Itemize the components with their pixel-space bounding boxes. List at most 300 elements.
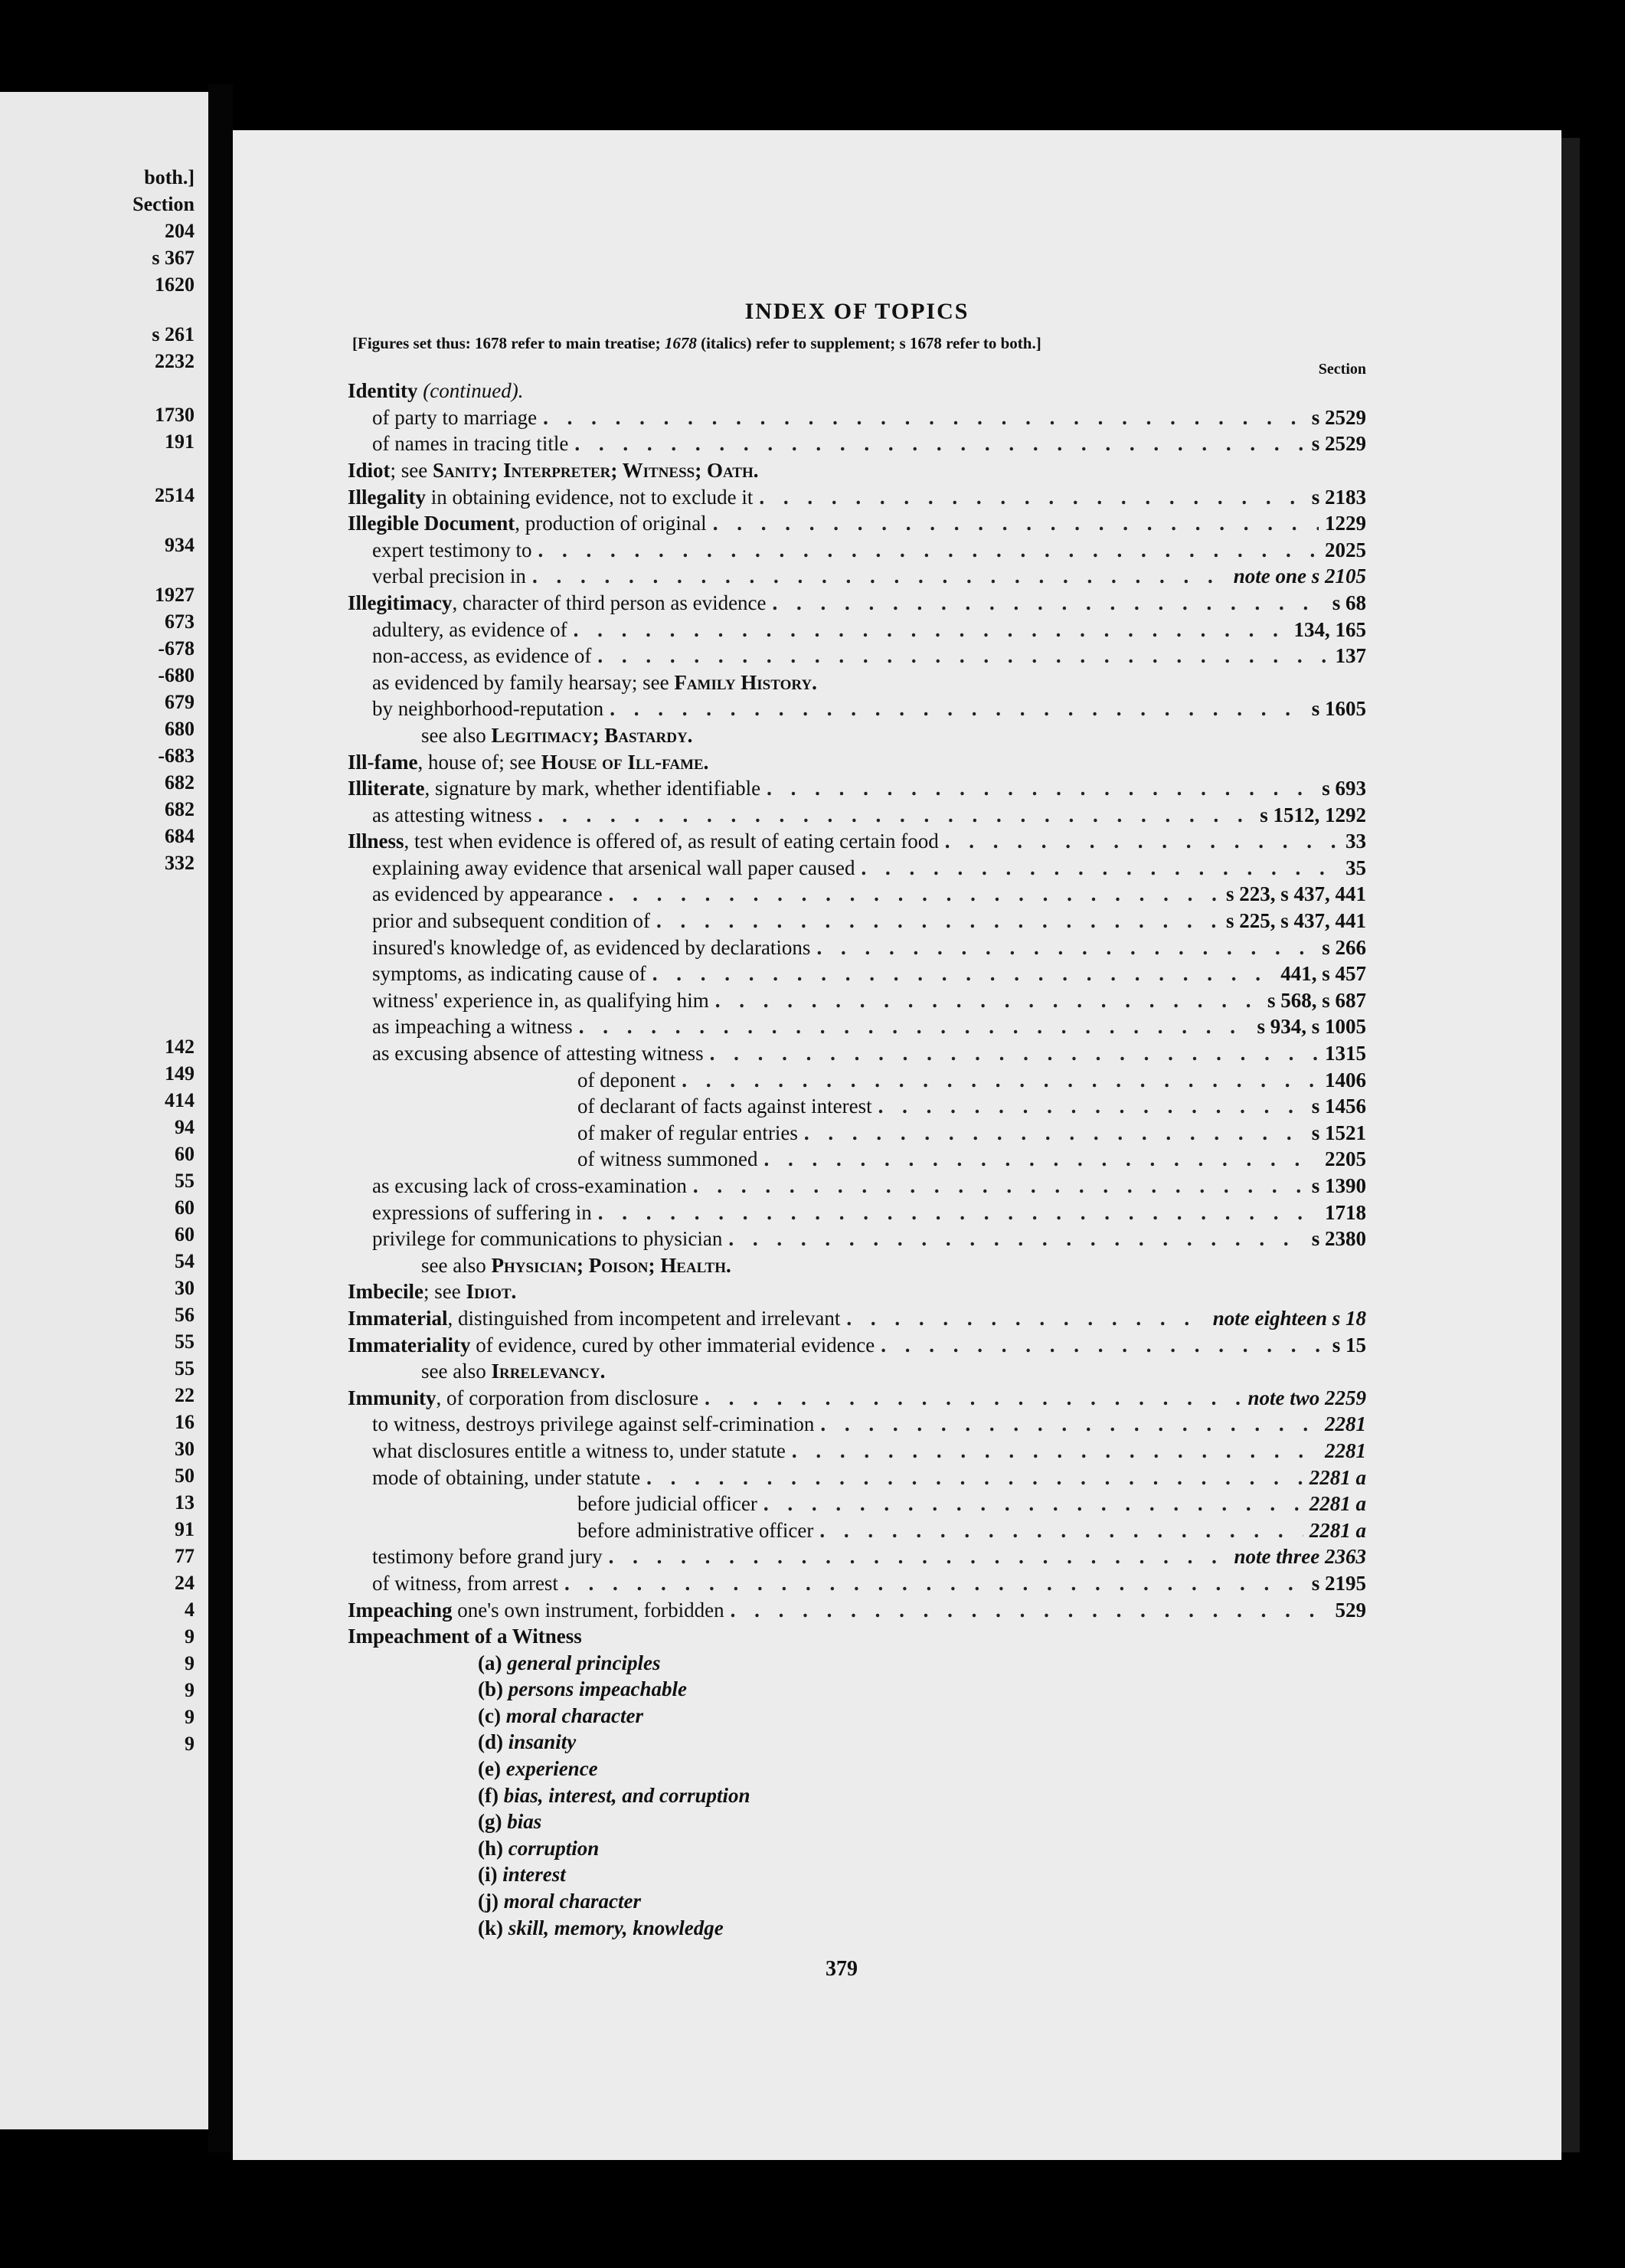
left-page-text-fragment: 2514 [155,484,195,506]
index-entry [348,590,1366,617]
index-entry [348,1093,1366,1120]
left-page-text-fragment: 9 [185,1679,195,1701]
entry-description: to witness, destroys privilege against self-crimination [372,1412,815,1436]
subtopic-item [348,1756,1366,1782]
subtopic-letter: (h) [478,1836,503,1860]
entry-text [421,1252,731,1279]
entry-text [348,510,707,537]
entry-text [421,1358,605,1385]
index-entry [348,828,1366,855]
subtopic-label: skill, memory, knowledge [508,1916,724,1939]
entry-text [372,1465,640,1491]
index-entry [348,643,1366,669]
entry-text [372,1570,558,1597]
entry-text [372,1543,603,1570]
left-page-text-fragment: 24 [175,1572,195,1594]
entry-text [348,457,758,484]
section-reference: s 1456 [1311,1095,1366,1118]
subtopic-label: general principles [507,1651,661,1674]
subtopic-label: persons impeachable [508,1677,687,1701]
subtopic-letter: (b) [478,1677,503,1701]
entry-description: of witness summoned [577,1147,758,1171]
entry-text [577,1491,757,1517]
dot-leader [715,987,1261,1014]
subtopic-item [348,1835,1366,1862]
page-edge [1561,138,1580,2152]
entry-description: , signature by mark, whether identifiable [424,777,761,800]
dot-leader [564,1570,1306,1597]
legend-part: [Figures set thus: 1678 refer to main treatise; [352,333,665,352]
entry-description: , test when evidence is offered of, as result of eating certain food [404,830,939,853]
cross-reference: Family History. [674,670,817,694]
entry-text [372,669,817,696]
subtopic-label: interest [502,1863,566,1887]
section-column-heading: Section [1318,361,1366,378]
subtopic-letter: (d) [478,1730,503,1754]
dot-leader [728,1226,1305,1252]
index-entry [348,695,1366,722]
left-page-text-fragment: 60 [175,1143,195,1165]
cross-reference: Legitimacy; Bastardy. [491,723,693,747]
section-reference: 1406 [1325,1068,1366,1091]
legend-note [352,330,1366,357]
left-page-text-fragment: 55 [175,1330,195,1353]
entry-text [372,855,855,882]
entry-description: (continued). [417,379,524,403]
entry-heading: Illegible Document [348,512,515,535]
index-entry [348,749,1366,776]
dot-leader [710,1040,1319,1067]
dot-leader [538,537,1319,564]
index-entry [348,881,1366,908]
entry-description: privilege for communications to physician [372,1227,723,1251]
dot-leader [646,1465,1303,1491]
entry-description: of evidence, cured by other immaterial evidence [470,1333,875,1357]
entry-text [577,1517,813,1544]
left-page-text-fragment: 934 [165,534,195,556]
dot-leader [861,855,1339,882]
entry-text [372,617,567,643]
dot-leader [767,775,1316,802]
cross-reference: Physician; Poison; Health. [491,1253,731,1277]
index-entry [348,537,1366,564]
left-page-text-fragment: 94 [175,1116,195,1138]
left-page-text-fragment: 142 [165,1036,195,1058]
entry-description: as attesting witness [372,803,532,826]
section-reference: s 934, s 1005 [1257,1015,1366,1039]
section-reference: 2281 [1325,1412,1366,1436]
page-number: 379 [826,1957,858,1982]
left-page-text-fragment: 91 [175,1518,195,1540]
entry-heading: Illegitimacy [348,591,453,614]
entry-text [372,643,591,669]
dot-leader [656,908,1220,934]
subtopic-letter: (i) [478,1863,498,1887]
index-content [348,299,1366,1983]
left-page-text-fragment: 13 [175,1491,195,1514]
entry-description: non-access, as evidence of [372,644,592,668]
section-reference: s 266 [1322,935,1366,959]
index-entry [348,934,1366,961]
index-entry [348,1570,1366,1597]
entry-description: of deponent [577,1068,676,1091]
entry-text [372,1040,704,1067]
index-entry [348,510,1366,537]
dot-leader [574,430,1305,457]
entry-description: of party to marriage [372,405,538,429]
section-reference: s 2529 [1311,405,1366,429]
index-entry [348,1226,1366,1252]
entry-heading: Illegality [348,485,426,509]
subtopic-letter: (e) [478,1757,501,1781]
dot-leader [792,1438,1319,1465]
index-entry [348,1146,1366,1173]
subtopic-label: bias [507,1810,542,1834]
section-reference: s 1521 [1311,1121,1366,1144]
index-entry [348,1278,1366,1305]
entry-description: one's own instrument, forbidden [452,1598,724,1622]
subtopic-label: moral character [505,1703,643,1727]
left-page-text-fragment: 684 [165,825,195,847]
dot-leader [610,695,1306,722]
subtopic-letter: (f) [478,1783,499,1807]
left-page-text-fragment: 682 [165,771,195,794]
dot-leader [773,590,1326,617]
index-entry [348,775,1366,802]
entry-text [372,563,526,590]
entry-description: as evidenced by family hearsay; see [372,670,675,694]
index-entry [348,1332,1366,1359]
left-page-text-fragment: 60 [175,1196,195,1219]
left-page-text-fragment: 54 [175,1250,195,1272]
section-reference: 35 [1345,856,1366,879]
index-entry [348,457,1366,484]
entry-text [348,590,767,617]
entry-description: in obtaining evidence, not to exclude it [426,485,754,509]
subtopic-label: corruption [508,1836,600,1860]
dot-leader [693,1173,1306,1199]
entry-description: adultery, as evidence of [372,617,567,641]
left-page-text-fragment: 16 [175,1411,195,1433]
dot-leader [945,828,1339,855]
section-reference: s 2529 [1311,432,1366,456]
section-reference: 137 [1335,644,1366,668]
entry-text [348,1597,724,1624]
entry-text [577,1067,675,1094]
entry-text [372,1199,592,1226]
index-entry [348,1173,1366,1199]
dot-leader [713,510,1319,537]
section-reference: 2025 [1325,538,1366,561]
entry-text [372,537,531,564]
index-entry [348,669,1366,696]
entry-description: prior and subsequent condition of [372,909,650,933]
section-reference: s 693 [1322,777,1366,800]
book-gutter [208,84,233,2152]
cross-reference: Sanity; Interpreter; Witness; Oath. [433,458,759,482]
entry-description: of declarant of facts against interest [577,1095,872,1118]
index-entry [348,1623,1366,1650]
left-page-text-fragment: 414 [165,1089,195,1111]
left-page-text-fragment: 673 [165,610,195,633]
subtopic-label: insanity [508,1730,577,1754]
subtopic-item [348,1888,1366,1915]
entry-description: of names in tracing title [372,432,569,456]
entry-description: as evidenced by appearance [372,882,603,906]
index-entry [348,1411,1366,1438]
subtopic-letter: (a) [478,1651,502,1674]
entry-heading: Impeaching [348,1598,453,1622]
entry-description: explaining away evidence that arsenical wall paper caused [372,856,855,879]
dot-leader [538,802,1254,829]
entry-description: as excusing absence of attesting witness [372,1042,704,1065]
entry-text [348,749,708,776]
dot-leader [705,1385,1241,1412]
left-page-text-fragment: 1620 [155,273,195,296]
section-reference: s 223, s 437, 441 [1225,882,1366,906]
dot-leader [609,1543,1228,1570]
index-entry [348,961,1366,987]
section-reference: s 68 [1332,591,1366,614]
entry-text [348,378,523,404]
left-page-text-fragment: 1730 [155,404,195,426]
subtopic-letter: (k) [478,1916,503,1939]
section-reference: note one s 2105 [1233,565,1366,588]
index-entry [348,404,1366,431]
entry-description: testimony before grand jury [372,1545,603,1569]
entry-text [372,1411,814,1438]
section-reference: 1229 [1325,512,1366,535]
entry-description: , distinguished from incompetent and irrelevant [447,1306,841,1330]
subtopic-label: experience [505,1757,598,1781]
section-reference: 2205 [1325,1147,1366,1171]
section-reference: s 2195 [1311,1571,1366,1595]
entry-description: expert testimony to [372,538,532,561]
left-page-text-fragment: 77 [175,1545,195,1567]
left-page-text-fragment: 4 [185,1599,195,1621]
entry-heading: Illness [348,830,404,853]
entry-text [348,1623,582,1650]
left-page-text-fragment: 50 [175,1465,195,1487]
index-entry [348,1438,1366,1465]
dot-leader [764,1146,1319,1173]
index-entry [348,617,1366,643]
entry-heading: Immunity [348,1386,436,1409]
dot-leader [878,1093,1306,1120]
dot-leader [763,1491,1303,1517]
index-entry [348,1491,1366,1517]
section-reference: note eighteen s 18 [1212,1306,1366,1330]
section-reference: s 1512, 1292 [1260,803,1366,826]
section-reference: 1315 [1325,1042,1366,1065]
dot-leader [597,643,1329,669]
entry-description: before judicial officer [577,1492,757,1516]
entry-text [372,404,537,431]
index-entry [348,855,1366,882]
entry-text [372,695,603,722]
subtopic-item [348,1676,1366,1703]
entry-text [348,1385,698,1412]
index-entry [348,1120,1366,1147]
index-entry [348,987,1366,1014]
dot-leader [731,1597,1329,1624]
left-page-text-fragment: 679 [165,691,195,713]
left-page-text-fragment: 2232 [155,350,195,372]
entry-text [577,1146,758,1173]
section-reference: 441, s 457 [1280,962,1366,986]
entry-description: of witness, from arrest [372,1571,558,1595]
entry-description: , house of; see [417,750,541,774]
subtopic-list [348,1650,1366,1942]
entry-description: verbal precision in [372,565,526,588]
left-page-text-fragment: 60 [175,1223,195,1245]
entry-text [372,908,650,934]
dot-leader [609,881,1220,908]
cross-reference: Idiot. [466,1280,517,1304]
dot-leader [804,1120,1306,1147]
entry-description: of maker of regular entries [577,1121,798,1144]
entry-text [348,484,753,511]
dot-leader [598,1199,1319,1226]
index-entry [348,378,1366,404]
dot-leader [532,563,1228,590]
left-page-fragment [0,92,208,2129]
entry-description: , character of third person as evidence [452,591,767,614]
entry-text [372,802,531,829]
index-page [233,130,1561,2160]
section-reference: s 1605 [1311,697,1366,721]
entry-text [372,1173,687,1199]
index-entry [348,1067,1366,1094]
left-page-text-fragment: 680 [165,718,195,740]
entry-description: before administrative officer [577,1518,814,1542]
index-entry [348,802,1366,829]
subtopic-letter: (g) [478,1810,502,1834]
dot-leader [820,1411,1319,1438]
entry-description: witness' experience in, as qualifying him [372,988,709,1012]
entry-text [372,1438,786,1465]
entry-heading: Impeachment of a Witness [348,1625,582,1648]
section-reference: 2281 a [1309,1518,1366,1542]
entry-description: as excusing lack of cross-examination [372,1174,687,1197]
dot-leader [682,1067,1319,1094]
left-page-text-fragment: 9 [185,1706,195,1728]
dot-leader [846,1305,1206,1332]
entry-heading: Idiot [348,458,391,482]
subtopic-item [348,1729,1366,1756]
entry-description: symptoms, as indicating cause of [372,962,646,986]
left-page-text-fragment: s 367 [152,247,195,269]
index-entry [348,484,1366,511]
entry-text [348,1278,516,1305]
left-page-text-fragment: 9 [185,1652,195,1674]
left-page-text-fragment: 149 [165,1062,195,1085]
dot-leader [579,1013,1251,1040]
section-reference: s 15 [1332,1333,1366,1357]
dot-leader [881,1332,1326,1359]
left-page-text-fragment: s 261 [152,323,195,345]
section-reference: 529 [1335,1598,1366,1622]
entry-description: ; see [390,458,433,482]
index-entries [348,378,1366,1650]
legend-italic-example: 1678 [664,333,697,352]
section-reference: s 2183 [1311,485,1366,509]
entry-text [421,722,692,749]
entry-text [372,1013,573,1040]
entry-heading: Immaterial [348,1306,448,1330]
index-entry [348,1040,1366,1067]
cross-reference: Irrelevancy. [491,1360,606,1383]
entry-text [577,1120,798,1147]
subtopic-item [348,1650,1366,1677]
section-reference: 2281 a [1309,1492,1366,1516]
entry-heading: Ill-fame [348,750,418,774]
section-reference: s 1390 [1311,1174,1366,1197]
subtopic-label: moral character [503,1890,641,1913]
section-reference: note two 2259 [1247,1386,1366,1409]
left-page-text-fragment: both.] [144,166,195,188]
entry-description: see also [421,723,492,747]
left-page-text-fragment: -680 [158,664,195,686]
entry-description: see also [421,1360,492,1383]
subtopic-item [348,1808,1366,1835]
index-entry [348,1199,1366,1226]
dot-leader [816,934,1316,961]
index-entry [348,1597,1366,1624]
subtopic-item [348,1915,1366,1942]
left-page-text-fragment: -678 [158,637,195,659]
section-reference: s 225, s 437, 441 [1225,909,1366,933]
entry-description: expressions of suffering in [372,1200,592,1224]
index-entry [348,1013,1366,1040]
section-reference: 2281 a [1309,1465,1366,1489]
left-page-text-fragment: 30 [175,1438,195,1460]
entry-description: ; see [423,1280,466,1304]
left-page-text-fragment: 55 [175,1170,195,1192]
left-page-text-fragment: 191 [165,430,195,453]
entry-heading: Immateriality [348,1333,471,1357]
left-page-text-fragment: 30 [175,1277,195,1299]
index-entry [348,430,1366,457]
entry-heading: Identity [348,379,418,403]
dot-leader [759,484,1305,511]
left-page-text-fragment: Section [132,193,195,215]
left-page-text-fragment: 204 [165,220,195,242]
subtopic-letter: (c) [478,1703,501,1727]
entry-description: what disclosures entitle a witness to, under statute [372,1438,786,1462]
subtopic-label: bias, interest, and corruption [503,1783,750,1807]
entry-description: by neighborhood-reputation [372,697,604,721]
index-entry [348,722,1366,749]
entry-text [372,961,646,987]
dot-leader [574,617,1288,643]
cross-reference: House of Ill-fame. [541,750,709,774]
entry-text [372,987,709,1014]
left-page-text-fragment: -683 [158,745,195,767]
dot-leader [819,1517,1303,1544]
section-reference: 2281 [1325,1438,1366,1462]
left-page-text-fragment: 332 [165,852,195,874]
entry-text [372,430,568,457]
index-entry [348,1517,1366,1544]
subtopic-item [348,1703,1366,1730]
entry-description: see also [421,1253,492,1277]
entry-description: , of corporation from disclosure [436,1386,699,1409]
dot-leader [543,404,1306,431]
entry-text [577,1093,872,1120]
subtopic-item [348,1782,1366,1809]
entry-description: , production of original [515,512,707,535]
